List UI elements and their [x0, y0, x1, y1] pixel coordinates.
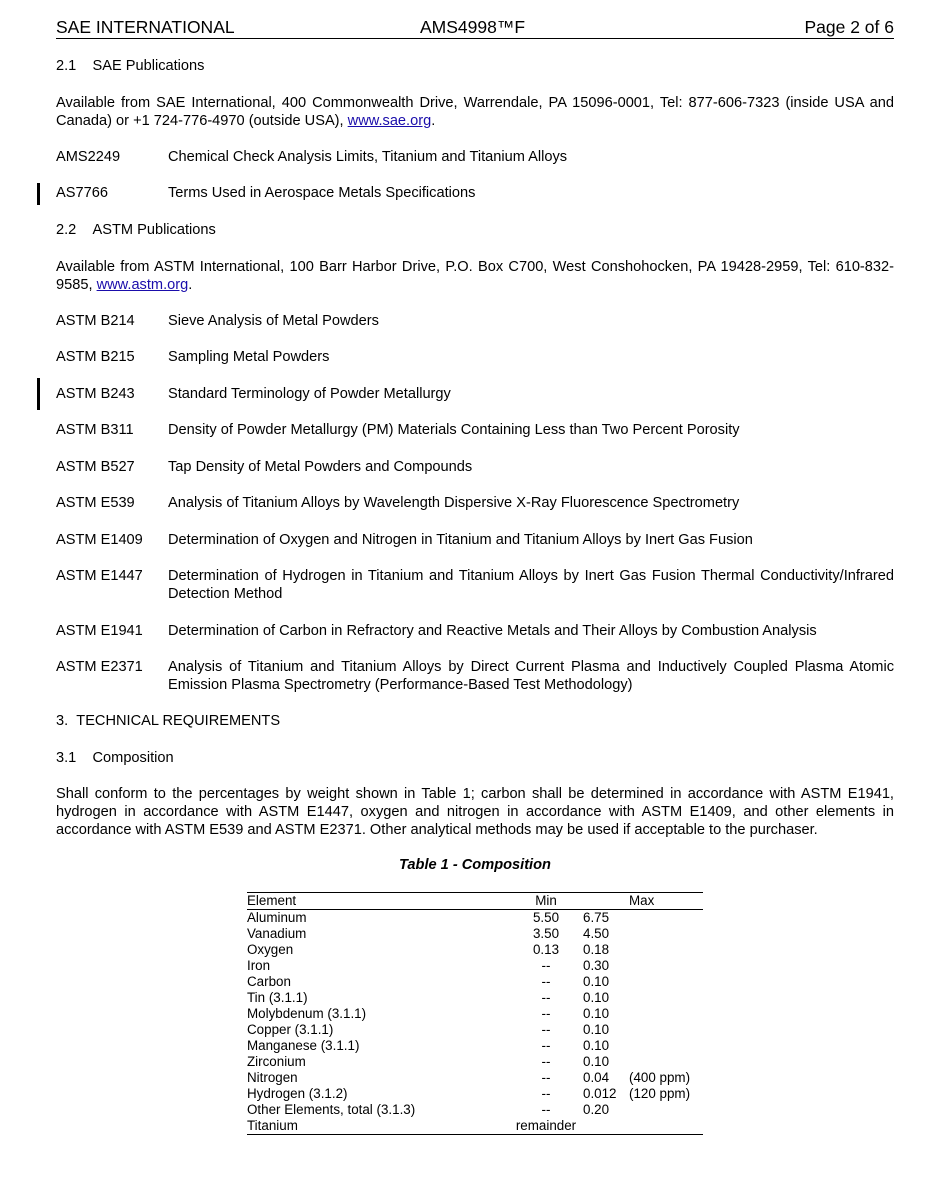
element-cell: Carbon — [247, 974, 291, 989]
table-row — [247, 1038, 703, 1054]
table-row — [247, 910, 703, 927]
element-cell: Oxygen — [247, 942, 294, 957]
table-caption: Table 1 - Composition — [399, 857, 551, 873]
table-row — [247, 1102, 703, 1118]
section-2-1-heading: 2.1 SAE Publications — [56, 58, 205, 74]
reference-title: Tap Density of Metal Powders and Compounds — [168, 459, 473, 475]
max-cell: 0.012 — [583, 1086, 617, 1101]
header-element: Element — [247, 893, 297, 908]
reference-title: Analysis of Titanium and Titanium Alloys by Direct Current Plasma and Inductively Coupled Plasma Atomic Emission Plasma Spectrometry (Performance-Based Test Methodology) — [168, 659, 894, 693]
composition-table — [247, 892, 703, 1135]
reference-code: ASTM E2371 — [56, 659, 143, 675]
table-row — [247, 958, 703, 974]
min-cell: 5.50 — [532, 910, 560, 925]
max-cell: 0.30 — [583, 958, 610, 973]
reference-title: Determination of Carbon in Refractory and Reactive Metals and Their Alloys by Combustion Analysis — [168, 623, 817, 639]
reference-code: AMS2249 — [56, 149, 121, 165]
reference-row — [56, 531, 894, 549]
reference-row — [56, 148, 894, 166]
reference-title: Standard Terminology of Powder Metallurgy — [168, 386, 451, 402]
min-cell: -- — [541, 1022, 551, 1037]
reference-title: Determination of Oxygen and Nitrogen in Titanium and Titanium Alloys by Inert Gas Fusion — [168, 532, 753, 548]
table-row — [247, 1118, 703, 1135]
element-cell: Zirconium — [247, 1054, 306, 1069]
reference-title: Density of Powder Metallurgy (PM) Materials Containing Less than Two Percent Porosity — [168, 422, 740, 438]
element-cell: Molybdenum (3.1.1) — [247, 1006, 367, 1021]
composition-paragraph: Shall conform to the percentages by weight shown in Table 1; carbon shall be determined in accordance with ASTM E1941, hydrogen in accordance with ASTM E1447, oxygen and nitrogen in accordance with ASTM E1409, and other elements in accordance with ASTM E539 and ASTM E2371. Other analytical methods may be used if acceptable to the purchaser. — [56, 786, 894, 838]
reference-code: ASTM B243 — [56, 386, 135, 402]
min-cell: remainder — [515, 1118, 577, 1133]
reference-row — [56, 421, 894, 439]
element-cell: Other Elements, total (3.1.3) — [247, 1102, 416, 1117]
min-cell: 0.13 — [532, 942, 560, 957]
max-cell: 0.10 — [583, 1038, 610, 1053]
element-cell: Titanium — [247, 1118, 298, 1133]
reference-title: Analysis of Titanium Alloys by Wavelength Dispersive X-Ray Fluorescence Spectrometry — [168, 495, 740, 511]
ppm-cell — [629, 926, 703, 942]
publisher-name: SAE INTERNATIONAL — [56, 17, 235, 37]
element-cell: Vanadium — [247, 926, 307, 941]
section-3-1-heading: 3.1 Composition — [56, 750, 174, 766]
min-cell: -- — [541, 974, 551, 989]
document-number: AMS4998™F — [420, 17, 526, 37]
ppm-cell — [629, 1054, 703, 1070]
ppm-cell — [629, 958, 703, 974]
header-max: Max — [629, 893, 655, 908]
reference-row — [56, 494, 894, 512]
min-cell: -- — [541, 1070, 551, 1085]
element-cell: Iron — [247, 958, 271, 973]
min-cell: -- — [541, 958, 551, 973]
table-row — [247, 1054, 703, 1070]
max-cell: 0.10 — [583, 1022, 610, 1037]
table-row — [247, 942, 703, 958]
max-cell — [583, 1118, 629, 1135]
reference-code: ASTM B527 — [56, 459, 135, 475]
min-cell: 3.50 — [532, 926, 560, 941]
min-cell: -- — [541, 1006, 551, 1021]
reference-row — [56, 622, 894, 640]
reference-code: ASTM E539 — [56, 495, 135, 511]
ppm-cell — [629, 974, 703, 990]
element-cell: Copper (3.1.1) — [247, 1022, 334, 1037]
table-row — [247, 974, 703, 990]
section-3-heading: 3. TECHNICAL REQUIREMENTS — [56, 713, 281, 729]
element-cell: Manganese (3.1.1) — [247, 1038, 360, 1053]
min-cell: -- — [541, 1102, 551, 1117]
table-row — [247, 926, 703, 942]
min-cell: -- — [541, 990, 551, 1005]
reference-row — [56, 312, 894, 330]
table-row — [247, 990, 703, 1006]
reference-code: ASTM B311 — [56, 422, 134, 438]
reference-row — [56, 567, 894, 603]
ppm-cell: (120 ppm) — [629, 1086, 691, 1101]
min-cell: -- — [541, 1054, 551, 1069]
element-cell: Aluminum — [247, 910, 307, 925]
ppm-cell — [629, 1038, 703, 1054]
max-cell: 4.50 — [583, 926, 610, 941]
reference-code: ASTM E1447 — [56, 568, 143, 584]
max-cell: 0.04 — [583, 1070, 610, 1085]
max-cell: 0.10 — [583, 1054, 610, 1069]
sae-link[interactable]: www.sae.org — [347, 113, 432, 129]
astm-availability-text: Available from ASTM International, 100 Barr Harbor Drive, P.O. Box C700, West Conshohocken, PA 19428-2959, Tel: 610-832-9585, — [56, 259, 894, 293]
reference-title: Chemical Check Analysis Limits, Titanium and Titanium Alloys — [168, 149, 568, 165]
page-header — [56, 16, 894, 39]
max-cell: 0.10 — [583, 990, 610, 1005]
header-min: Min — [535, 893, 557, 908]
max-cell: 0.18 — [583, 942, 610, 957]
header-max-spacer — [583, 893, 629, 910]
ppm-cell — [629, 1102, 703, 1118]
reference-title: Sieve Analysis of Metal Powders — [168, 313, 379, 329]
reference-row — [56, 658, 894, 694]
table-row — [247, 1006, 703, 1022]
max-cell: 0.10 — [583, 974, 610, 989]
page-number: Page 2 of 6 — [804, 17, 894, 37]
ppm-cell — [629, 990, 703, 1006]
table-body — [247, 910, 703, 1135]
min-cell: -- — [541, 1038, 551, 1053]
reference-code: ASTM B214 — [56, 313, 135, 329]
table-row — [247, 1022, 703, 1038]
reference-title: Determination of Hydrogen in Titanium and Titanium Alloys by Inert Gas Fusion Thermal Conductivity/Infrared Detection Method — [168, 568, 894, 602]
ppm-cell — [629, 1022, 703, 1038]
astm-link[interactable]: www.astm.org — [96, 277, 189, 293]
ppm-cell — [629, 910, 703, 927]
element-cell: Tin (3.1.1) — [247, 990, 308, 1005]
reference-code: ASTM E1941 — [56, 623, 143, 639]
min-cell: -- — [541, 1086, 551, 1101]
table-header-row — [247, 893, 703, 910]
table-row — [247, 1086, 703, 1102]
reference-row — [56, 385, 894, 403]
max-cell: 6.75 — [583, 910, 610, 925]
ppm-cell: (400 ppm) — [629, 1070, 691, 1085]
reference-row — [56, 348, 894, 366]
max-cell: 0.10 — [583, 1006, 610, 1021]
element-cell: Nitrogen — [247, 1070, 298, 1085]
reference-row — [56, 184, 894, 202]
ppm-cell — [629, 942, 703, 958]
change-bar — [37, 378, 40, 410]
change-bar — [37, 183, 40, 205]
ppm-cell — [629, 1118, 703, 1135]
sae-availability-text: Available from SAE International, 400 Commonwealth Drive, Warrendale, PA 15096-0001, Tel: 877-606-7323 (inside USA and Canada) or +1 724-776-4970 (outside USA), — [56, 95, 894, 129]
table-row — [247, 1070, 703, 1086]
reference-code: ASTM B215 — [56, 349, 135, 365]
reference-code: AS7766 — [56, 185, 108, 201]
ppm-cell — [629, 1006, 703, 1022]
max-cell: 0.20 — [583, 1102, 610, 1117]
sae-availability: Available from SAE International, 400 Commonwealth Drive, Warrendale, PA 15096-0001, Tel: 877-606-7323 (inside USA and Canada) or +1 724-776-4970 (outside USA), www.sae.org. — [56, 95, 894, 129]
astm-availability: Available from ASTM International, 100 Barr Harbor Drive, P.O. Box C700, West Conshohocken, PA 19428-2959, Tel: 610-832-9585, www.astm.org. — [56, 259, 894, 293]
reference-row — [56, 458, 894, 476]
reference-code: ASTM E1409 — [56, 532, 143, 548]
reference-title: Sampling Metal Powders — [168, 349, 330, 365]
section-2-2-heading: 2.2 ASTM Publications — [56, 222, 216, 238]
reference-title: Terms Used in Aerospace Metals Specifications — [168, 185, 476, 201]
element-cell: Hydrogen (3.1.2) — [247, 1086, 348, 1101]
